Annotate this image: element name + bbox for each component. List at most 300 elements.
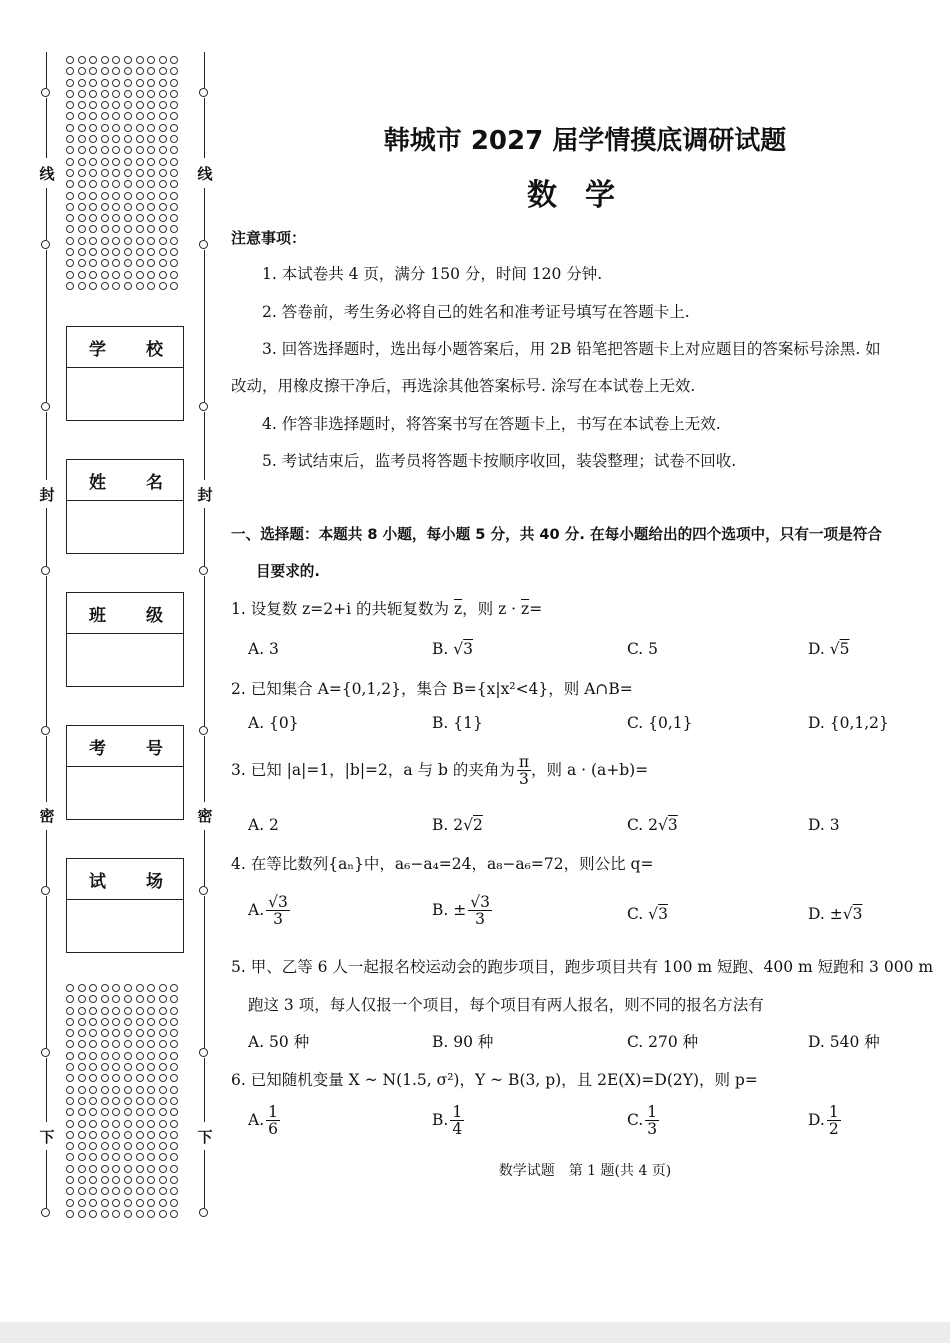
dot (147, 1007, 155, 1015)
dot (112, 984, 120, 992)
dot (89, 1142, 97, 1150)
dot (124, 1199, 132, 1207)
dot (78, 79, 86, 87)
dot (136, 259, 144, 267)
dot (159, 1131, 167, 1139)
dot (147, 124, 155, 132)
subject-title: 数学 (527, 178, 643, 213)
name-box (66, 459, 184, 554)
dot (66, 1120, 74, 1128)
dot (170, 146, 178, 154)
cut-line (204, 1150, 205, 1208)
dot (159, 1097, 167, 1105)
box-label: 班 (89, 605, 106, 626)
dot (112, 1120, 120, 1128)
dot (78, 214, 86, 222)
dot (78, 101, 86, 109)
dot (89, 282, 97, 290)
dot (101, 1040, 109, 1048)
dot (78, 112, 86, 120)
dot (112, 995, 120, 1003)
dot (112, 1108, 120, 1116)
q1-option-d: D. √5 (808, 640, 850, 658)
dot (124, 158, 132, 166)
dot (170, 1131, 178, 1139)
dot (112, 1040, 120, 1048)
dot (89, 1086, 97, 1094)
dot (66, 146, 74, 154)
dot (78, 259, 86, 267)
box-label: 学 (89, 339, 106, 360)
dot (159, 112, 167, 120)
dot (78, 1187, 86, 1195)
exam-room-field[interactable] (67, 900, 183, 952)
dot (89, 1097, 97, 1105)
dot (89, 271, 97, 279)
dot (78, 1108, 86, 1116)
dot (89, 135, 97, 143)
dot (147, 1199, 155, 1207)
dot (147, 192, 155, 200)
dot (89, 214, 97, 222)
dot (78, 1097, 86, 1105)
name-field[interactable] (67, 501, 183, 553)
question-4-stem: 4. 在等比数列{aₙ}中，a₆−a₄=24，a₈−a₆=72，则公比 q= (231, 855, 654, 873)
dot (170, 1018, 178, 1026)
dot (66, 1108, 74, 1116)
dot (66, 1131, 74, 1139)
dot (66, 1142, 74, 1150)
dot (147, 1108, 155, 1116)
dot (112, 237, 120, 245)
dot (124, 1029, 132, 1037)
dot (147, 225, 155, 233)
dot (89, 1074, 97, 1082)
cut-line (204, 98, 205, 158)
dot (136, 1142, 144, 1150)
q3-option-d: D. 3 (808, 816, 840, 834)
dot (170, 90, 178, 98)
dot (170, 225, 178, 233)
dot (124, 995, 132, 1003)
dot (136, 225, 144, 233)
ring-marker (41, 726, 50, 735)
q2-option-c: C. {0,1} (627, 714, 693, 732)
dot (124, 1074, 132, 1082)
dot (101, 135, 109, 143)
dot (101, 192, 109, 200)
dot (170, 237, 178, 245)
dot (66, 67, 74, 75)
dot (170, 1040, 178, 1048)
dot (136, 169, 144, 177)
dot (147, 1029, 155, 1037)
dot (159, 1052, 167, 1060)
cut-line (46, 1150, 47, 1208)
cut-line (204, 576, 205, 726)
dot (112, 203, 120, 211)
dot (66, 214, 74, 222)
dot (147, 112, 155, 120)
dot (78, 169, 86, 177)
class-field[interactable] (67, 634, 183, 686)
dot (159, 180, 167, 188)
dot (170, 248, 178, 256)
q5-option-a: A. 50 种 (248, 1033, 310, 1051)
note-item: 5. 考试结束后，监考员将答题卡按顺序收回，装袋整理；试卷不回收. (262, 452, 737, 470)
school-field[interactable] (67, 368, 183, 420)
dot (78, 1018, 86, 1026)
dot (66, 1074, 74, 1082)
dot (78, 271, 86, 279)
dot (101, 56, 109, 64)
dot (159, 282, 167, 290)
dot (147, 1142, 155, 1150)
dot (136, 1176, 144, 1184)
dot (159, 1210, 167, 1218)
dot (78, 1210, 86, 1218)
dot (159, 146, 167, 154)
seal-label: 密 (197, 807, 213, 825)
dot (124, 259, 132, 267)
ring-marker (41, 88, 50, 97)
dot (89, 180, 97, 188)
dot (136, 90, 144, 98)
dot (159, 984, 167, 992)
dot (89, 1120, 97, 1128)
dot (89, 158, 97, 166)
dot (89, 1007, 97, 1015)
dot (66, 1165, 74, 1173)
dot (66, 1063, 74, 1071)
dot (66, 124, 74, 132)
dot (78, 1040, 86, 1048)
dot (112, 1018, 120, 1026)
dot (112, 282, 120, 290)
dot (136, 1040, 144, 1048)
dot (124, 1165, 132, 1173)
dot (112, 1187, 120, 1195)
dot (170, 271, 178, 279)
dot (136, 158, 144, 166)
dot (136, 1063, 144, 1071)
dot (78, 90, 86, 98)
dot (78, 180, 86, 188)
dot (112, 101, 120, 109)
q2-option-d: D. {0,1,2} (808, 714, 889, 732)
dot (136, 1165, 144, 1173)
dot (124, 1063, 132, 1071)
dot (112, 192, 120, 200)
dot (170, 1063, 178, 1071)
dot (147, 146, 155, 154)
dot (112, 124, 120, 132)
q2-option-a: A. {0} (248, 714, 299, 732)
dot (89, 56, 97, 64)
dot (78, 124, 86, 132)
dot (170, 1210, 178, 1218)
dot (89, 1029, 97, 1037)
dot (89, 995, 97, 1003)
q3-option-a: A. 2 (248, 816, 279, 834)
dot (101, 1199, 109, 1207)
dot (136, 1086, 144, 1094)
cut-line (46, 896, 47, 1048)
ring-marker (199, 886, 208, 895)
ring-marker (199, 726, 208, 735)
dot (66, 1029, 74, 1037)
dot (78, 203, 86, 211)
dot (159, 225, 167, 233)
dot (112, 1142, 120, 1150)
seal-label: 封 (197, 486, 213, 504)
dot (136, 67, 144, 75)
cut-line (46, 250, 47, 402)
dot (147, 1052, 155, 1060)
dot (170, 56, 178, 64)
ring-marker (41, 886, 50, 895)
ring-marker (41, 1208, 50, 1217)
dot (112, 1029, 120, 1037)
dot (89, 1131, 97, 1139)
dot (170, 1199, 178, 1207)
dot (124, 214, 132, 222)
dot (78, 1131, 86, 1139)
dot (112, 1063, 120, 1071)
dot (89, 146, 97, 154)
dot (170, 1074, 178, 1082)
dot (147, 169, 155, 177)
exam-number-field[interactable] (67, 767, 183, 819)
dot (89, 79, 97, 87)
dot (159, 124, 167, 132)
q6-option-b: B. $\frac{1}{4}$ (432, 1103, 463, 1139)
dot (112, 169, 120, 177)
dot (89, 1052, 97, 1060)
cut-line (46, 188, 47, 240)
box-label: 试 (89, 871, 106, 892)
dot (101, 1187, 109, 1195)
ring-marker (41, 402, 50, 411)
dot (136, 192, 144, 200)
dot (136, 180, 144, 188)
dot (147, 1131, 155, 1139)
dot (124, 271, 132, 279)
dot (124, 1131, 132, 1139)
dot (89, 203, 97, 211)
dot (66, 995, 74, 1003)
dot (147, 180, 155, 188)
dot (124, 1052, 132, 1060)
dot (66, 180, 74, 188)
dot (101, 180, 109, 188)
dot (124, 1040, 132, 1048)
dot (66, 237, 74, 245)
dot (170, 995, 178, 1003)
dot (147, 1153, 155, 1161)
dot (78, 995, 86, 1003)
dot (112, 1165, 120, 1173)
dot (147, 984, 155, 992)
dot (112, 1210, 120, 1218)
dot (101, 271, 109, 279)
dot (136, 1097, 144, 1105)
section-heading-cont: 目要求的. (256, 563, 320, 580)
dot (78, 225, 86, 233)
dot (101, 225, 109, 233)
dot (101, 237, 109, 245)
dot (101, 1029, 109, 1037)
dot (101, 1007, 109, 1015)
dot (136, 1210, 144, 1218)
dot (136, 282, 144, 290)
dot (159, 90, 167, 98)
dot (78, 158, 86, 166)
dot (78, 1142, 86, 1150)
dot (101, 1210, 109, 1218)
ring-marker (199, 566, 208, 575)
dot (170, 1052, 178, 1060)
ring-marker (41, 240, 50, 249)
dot (66, 90, 74, 98)
dot (112, 214, 120, 222)
dot (147, 135, 155, 143)
dot (136, 135, 144, 143)
dot (170, 1120, 178, 1128)
dot (89, 984, 97, 992)
dot (66, 101, 74, 109)
class-box (66, 592, 184, 687)
dot (136, 1018, 144, 1026)
dot (124, 192, 132, 200)
notes-heading: 注意事项： (231, 229, 307, 247)
dot (136, 1199, 144, 1207)
dot (170, 214, 178, 222)
note-item: 1. 本试卷共 4 页，满分 150 分，时间 120 分钟. (262, 265, 603, 283)
seal-label: 线 (197, 165, 213, 183)
dot (170, 1097, 178, 1105)
box-label: 场 (146, 871, 163, 892)
dot (101, 1074, 109, 1082)
dot (89, 169, 97, 177)
dot (66, 1007, 74, 1015)
dot (101, 79, 109, 87)
dot (170, 158, 178, 166)
dot (147, 995, 155, 1003)
dot (124, 1097, 132, 1105)
q1-option-b: B. √3 (432, 640, 474, 658)
dot (124, 56, 132, 64)
box-label: 级 (146, 605, 163, 626)
q5-option-b: B. 90 种 (432, 1033, 494, 1051)
dot (159, 1007, 167, 1015)
exam-number-box (66, 725, 184, 820)
dot (78, 1120, 86, 1128)
dot (112, 146, 120, 154)
dot (89, 237, 97, 245)
box-label: 校 (146, 339, 163, 360)
question-6-stem: 6. 已知随机变量 X ~ N(1.5, σ²)，Y ~ B(3, p)，且 2E(X)=D(2Y)，则 p= (231, 1071, 758, 1089)
dot (147, 1120, 155, 1128)
dot (112, 259, 120, 267)
dot (170, 1108, 178, 1116)
note-item: 2. 答卷前，考生务必将自己的姓名和准考证号填写在答题卡上. (262, 303, 690, 321)
dot (101, 203, 109, 211)
dot (170, 135, 178, 143)
dot (159, 1153, 167, 1161)
dot (124, 101, 132, 109)
cut-line (204, 508, 205, 566)
dot (159, 271, 167, 279)
dot (66, 203, 74, 211)
question-1-stem: 1. 设复数 z=2+i 的共轭复数为 $\overline{z}$，则 $z \cdot \overline{z}=$ (231, 600, 543, 618)
ring-marker (199, 1048, 208, 1057)
dot (66, 225, 74, 233)
q3-option-c: C. 2√3 (627, 816, 678, 834)
dot (78, 67, 86, 75)
cut-line (46, 576, 47, 726)
dot (66, 1086, 74, 1094)
ring-marker (199, 1208, 208, 1217)
scan-edge (0, 1322, 950, 1343)
dot (124, 180, 132, 188)
dot (78, 56, 86, 64)
dot (147, 1063, 155, 1071)
dot (78, 248, 86, 256)
dot (101, 1063, 109, 1071)
dot (89, 1176, 97, 1184)
dot (147, 1074, 155, 1082)
cut-line (204, 736, 205, 802)
dot (159, 1086, 167, 1094)
dot (101, 1131, 109, 1139)
box-label: 姓 (89, 472, 106, 493)
dot (101, 259, 109, 267)
school-box (66, 326, 184, 421)
dot (78, 1176, 86, 1184)
dot (112, 56, 120, 64)
dot (147, 248, 155, 256)
cut-line (204, 830, 205, 886)
dot (124, 135, 132, 143)
dot (112, 67, 120, 75)
dot (124, 124, 132, 132)
dot (101, 158, 109, 166)
question-2-stem: 2. 已知集合 A={0,1,2}，集合 B={x|x²<4}，则 A∩B= (231, 680, 633, 698)
q6-option-d: D. $\frac{1}{2}$ (808, 1103, 839, 1139)
dot (159, 135, 167, 143)
dot (136, 124, 144, 132)
ring-marker (199, 402, 208, 411)
dot (89, 1210, 97, 1218)
dot (147, 101, 155, 109)
dot (159, 1120, 167, 1128)
dot (124, 1187, 132, 1195)
dot (89, 225, 97, 233)
dot (147, 1210, 155, 1218)
dot (147, 203, 155, 211)
dot (170, 79, 178, 87)
dot (147, 56, 155, 64)
dot (66, 1097, 74, 1105)
dot (124, 282, 132, 290)
dot (159, 1063, 167, 1071)
dot (159, 101, 167, 109)
dot (66, 1153, 74, 1161)
dot (112, 90, 120, 98)
dot (112, 1153, 120, 1161)
dot (159, 1187, 167, 1195)
